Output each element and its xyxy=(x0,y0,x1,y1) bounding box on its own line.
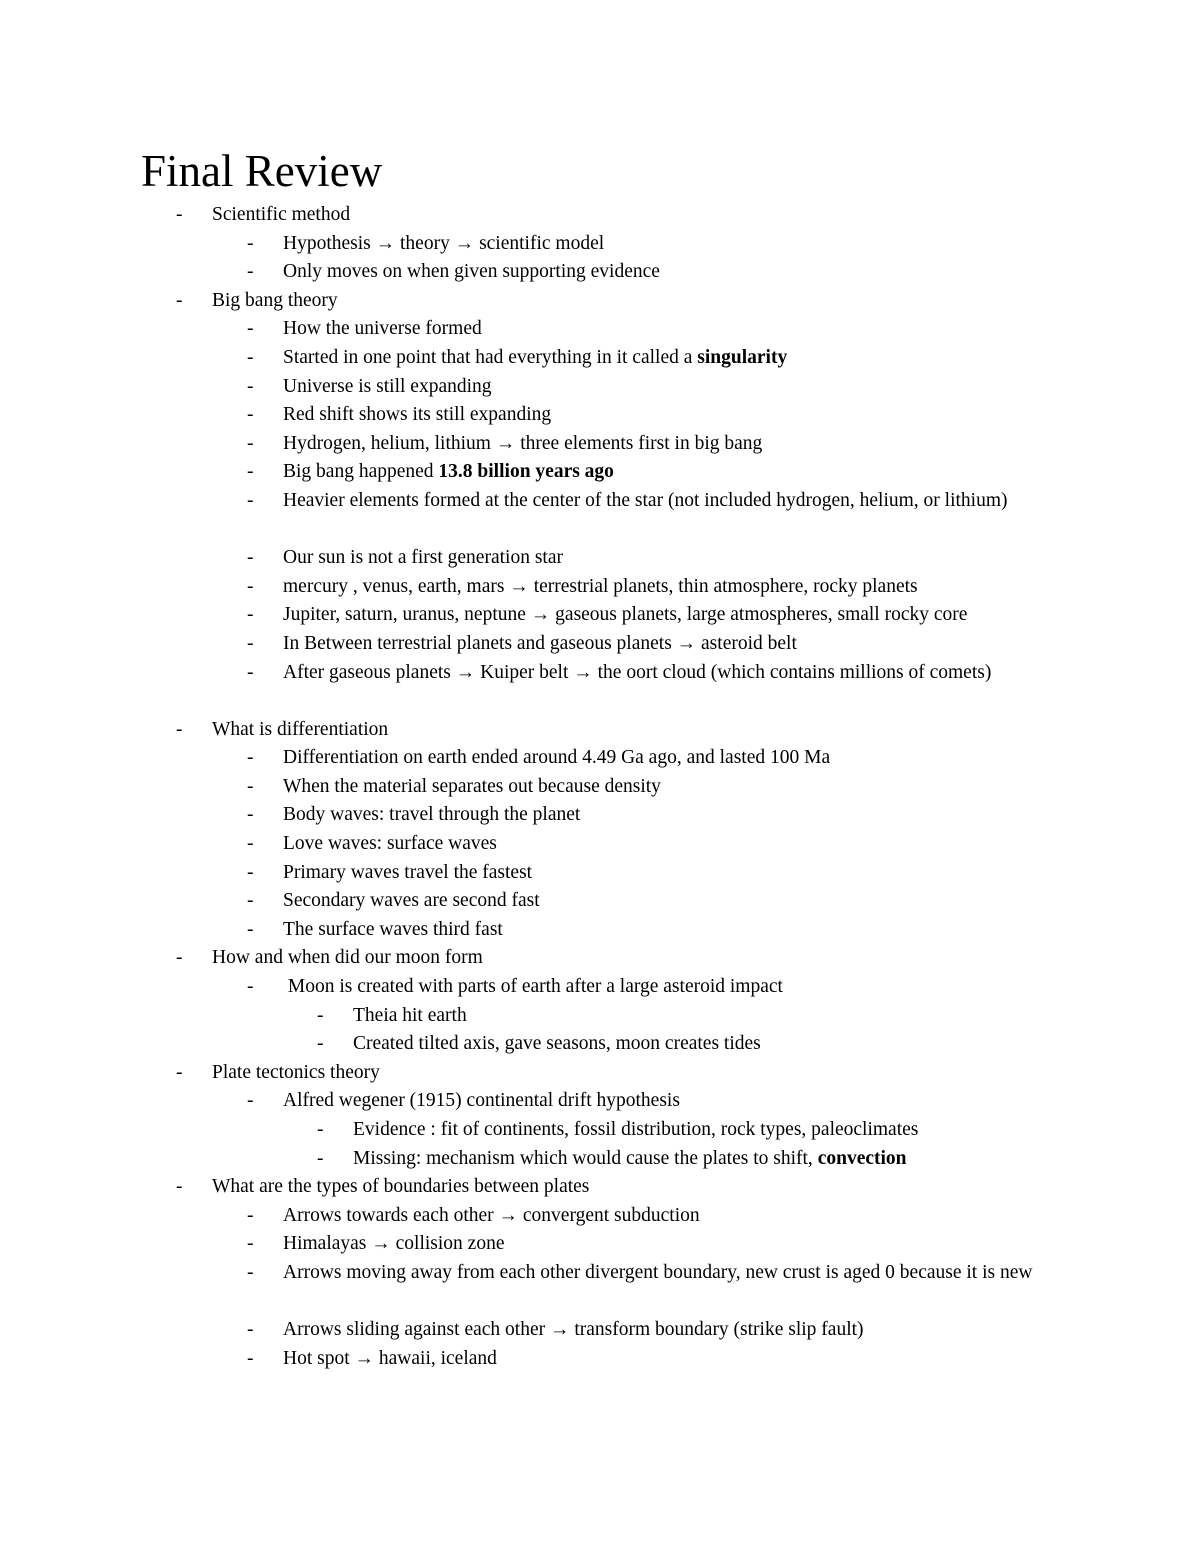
list-item-text: Red shift shows its still expanding xyxy=(283,404,552,426)
bullet-dash: - xyxy=(176,718,183,740)
bullet-dash: - xyxy=(176,204,183,225)
list-item xyxy=(0,601,1200,630)
sub-list-item-text: Evidence : fit of continents, fossil distribution, rock types, paleoclimates xyxy=(353,1119,919,1140)
section-heading-text: Scientific method xyxy=(212,204,351,225)
section-heading xyxy=(0,944,1200,973)
list-item xyxy=(0,773,1200,802)
list-item xyxy=(0,458,1200,487)
sub-list-item xyxy=(0,1116,1200,1145)
list-item-text: Hot spot → hawaii, iceland xyxy=(283,1347,497,1369)
list-item-text: Arrows towards each other → convergent subduction xyxy=(283,1204,700,1226)
list-item xyxy=(0,887,1200,916)
list-item xyxy=(0,1316,1200,1345)
list-item xyxy=(0,801,1200,830)
list-item-text: When the material separates out because density xyxy=(283,775,661,797)
bold-term: convection xyxy=(817,1147,907,1169)
list-item-text: The surface waves third fast xyxy=(283,918,503,940)
bullet-dash: - xyxy=(176,1176,183,1198)
bullet-dash: - xyxy=(247,575,254,597)
list-item-text: mercury , venus, earth, mars → terrestrial planets, thin atmosphere, rocky planets xyxy=(283,575,918,597)
list-item xyxy=(0,430,1200,459)
list-item-text: Arrows moving away from each other divergent boundary, new crust is aged 0 because it is new xyxy=(283,1261,1033,1283)
bullet-dash: - xyxy=(247,1347,254,1369)
list-item xyxy=(0,659,1200,716)
list-item-text: Love waves: surface waves xyxy=(283,833,497,855)
list-item-text: Moon is created with parts of earth after a large asteroid impact xyxy=(283,976,783,998)
list-item xyxy=(0,1345,1200,1374)
list-item xyxy=(0,1087,1200,1116)
list-item xyxy=(0,1259,1200,1316)
section-heading-text: Plate tectonics theory xyxy=(212,1061,380,1083)
section-heading xyxy=(0,287,1200,316)
section-heading-text: How and when did our moon form xyxy=(212,947,483,969)
list-item xyxy=(0,373,1200,402)
list-item xyxy=(0,973,1200,1002)
bullet-dash: - xyxy=(247,804,254,826)
bullet-dash: - xyxy=(176,1061,183,1083)
list-item xyxy=(0,573,1200,602)
bullet-dash: - xyxy=(247,346,254,368)
bullet-dash: - xyxy=(247,232,254,254)
section-heading-text: What is differentiation xyxy=(212,718,389,740)
list-item-text: Hydrogen, helium, lithium → three elements first in big bang xyxy=(283,432,763,454)
bullet-dash: - xyxy=(247,604,254,626)
sub-list-item xyxy=(0,1002,1200,1031)
bullet-dash: - xyxy=(247,775,254,797)
list-item xyxy=(0,630,1200,659)
list-item-text: Primary waves travel the fastest xyxy=(283,861,533,883)
list-item-plain-text: Missing: mechanism which would cause the plates to shift, xyxy=(353,1147,818,1169)
list-item-text: Body waves: travel through the planet xyxy=(283,804,581,826)
list-item-text xyxy=(283,458,614,487)
bold-term: singularity xyxy=(697,346,788,368)
list-item-text: Arrows sliding against each other → transform boundary (strike slip fault) xyxy=(283,1319,864,1341)
list-item xyxy=(0,344,1200,373)
bullet-dash: - xyxy=(317,1033,324,1055)
bullet-dash: - xyxy=(247,918,254,940)
list-item-text: Universe is still expanding xyxy=(283,375,492,397)
bullet-dash: - xyxy=(247,976,254,998)
list-item xyxy=(0,230,1200,259)
bullet-dash: - xyxy=(247,432,254,454)
document-title: Final Review xyxy=(141,146,383,196)
list-item-text: Differentiation on earth ended around 4.49 Ga ago, and lasted 100 Ma xyxy=(283,747,831,769)
list-item-text: Himalayas → collision zone xyxy=(283,1233,505,1255)
bullet-dash: - xyxy=(247,833,254,855)
list-item xyxy=(0,544,1200,573)
list-item-plain-text: Started in one point that had everything in it called a xyxy=(283,346,698,368)
bullet-dash: - xyxy=(247,404,254,426)
bullet-dash: - xyxy=(247,1090,254,1112)
section-heading xyxy=(0,201,1200,230)
bullet-dash: - xyxy=(247,1204,254,1226)
bullet-dash: - xyxy=(247,489,254,511)
sub-list-item-text: Created tilted axis, gave seasons, moon creates tides xyxy=(353,1033,761,1055)
bullet-dash: - xyxy=(247,461,254,483)
bullet-dash: - xyxy=(247,261,254,283)
list-item-text: Secondary waves are second fast xyxy=(283,890,540,912)
bullet-dash: - xyxy=(176,289,183,311)
section-heading-text: Big bang theory xyxy=(212,289,338,311)
list-item-plain-text: Big bang happened xyxy=(283,461,439,483)
list-item-text: How the universe formed xyxy=(283,318,482,340)
list-item-text: Hypothesis → theory → scientific model xyxy=(283,232,605,254)
bullet-dash: - xyxy=(176,947,183,969)
bullet-dash: - xyxy=(247,547,254,569)
bullet-dash: - xyxy=(247,1319,254,1341)
bullet-dash: - xyxy=(317,1147,324,1169)
list-item-text: After gaseous planets → Kuiper belt → the oort cloud (which contains millions of comets) xyxy=(283,661,992,683)
section-heading xyxy=(0,1173,1200,1202)
section-heading xyxy=(0,716,1200,745)
list-item-text: Only moves on when given supporting evidence xyxy=(283,261,660,283)
sub-list-item xyxy=(0,1145,1200,1174)
list-item xyxy=(0,830,1200,859)
bullet-dash: - xyxy=(247,747,254,769)
list-item-text: Alfred wegener (1915) continental drift hypothesis xyxy=(283,1090,680,1112)
bullet-dash: - xyxy=(317,1119,324,1140)
bullet-dash: - xyxy=(247,318,254,340)
list-item-text: Our sun is not a first generation star xyxy=(283,547,563,569)
bullet-dash: - xyxy=(247,861,254,883)
section-heading xyxy=(0,1059,1200,1088)
list-item xyxy=(0,744,1200,773)
list-item-text: In Between terrestrial planets and gaseous planets → asteroid belt xyxy=(283,632,797,654)
sub-list-item-text xyxy=(353,1145,907,1174)
bullet-dash: - xyxy=(317,1004,324,1026)
list-item xyxy=(0,258,1200,287)
list-item xyxy=(0,487,1200,544)
notes-list xyxy=(0,201,1200,1373)
list-item xyxy=(0,315,1200,344)
sub-list-item xyxy=(0,1030,1200,1059)
bullet-dash: - xyxy=(247,1233,254,1255)
list-item-text: Jupiter, saturn, uranus, neptune → gaseous planets, large atmospheres, small rocky core xyxy=(283,604,968,626)
list-item-text: Heavier elements formed at the center of the star (not included hydrogen, helium, or lithium) xyxy=(283,489,1008,511)
bold-term: 13.8 billion years ago xyxy=(438,461,614,483)
list-item xyxy=(0,1230,1200,1259)
list-item xyxy=(0,401,1200,430)
sub-list-item-text: Theia hit earth xyxy=(353,1004,467,1026)
bullet-dash: - xyxy=(247,890,254,912)
section-heading-text: What are the types of boundaries between plates xyxy=(212,1176,590,1198)
bullet-dash: - xyxy=(247,661,254,683)
list-item xyxy=(0,859,1200,888)
list-item xyxy=(0,916,1200,945)
list-item-text xyxy=(283,344,787,373)
bullet-dash: - xyxy=(247,632,254,654)
bullet-dash: - xyxy=(247,1261,254,1283)
bullet-dash: - xyxy=(247,375,254,397)
list-item xyxy=(0,1202,1200,1231)
